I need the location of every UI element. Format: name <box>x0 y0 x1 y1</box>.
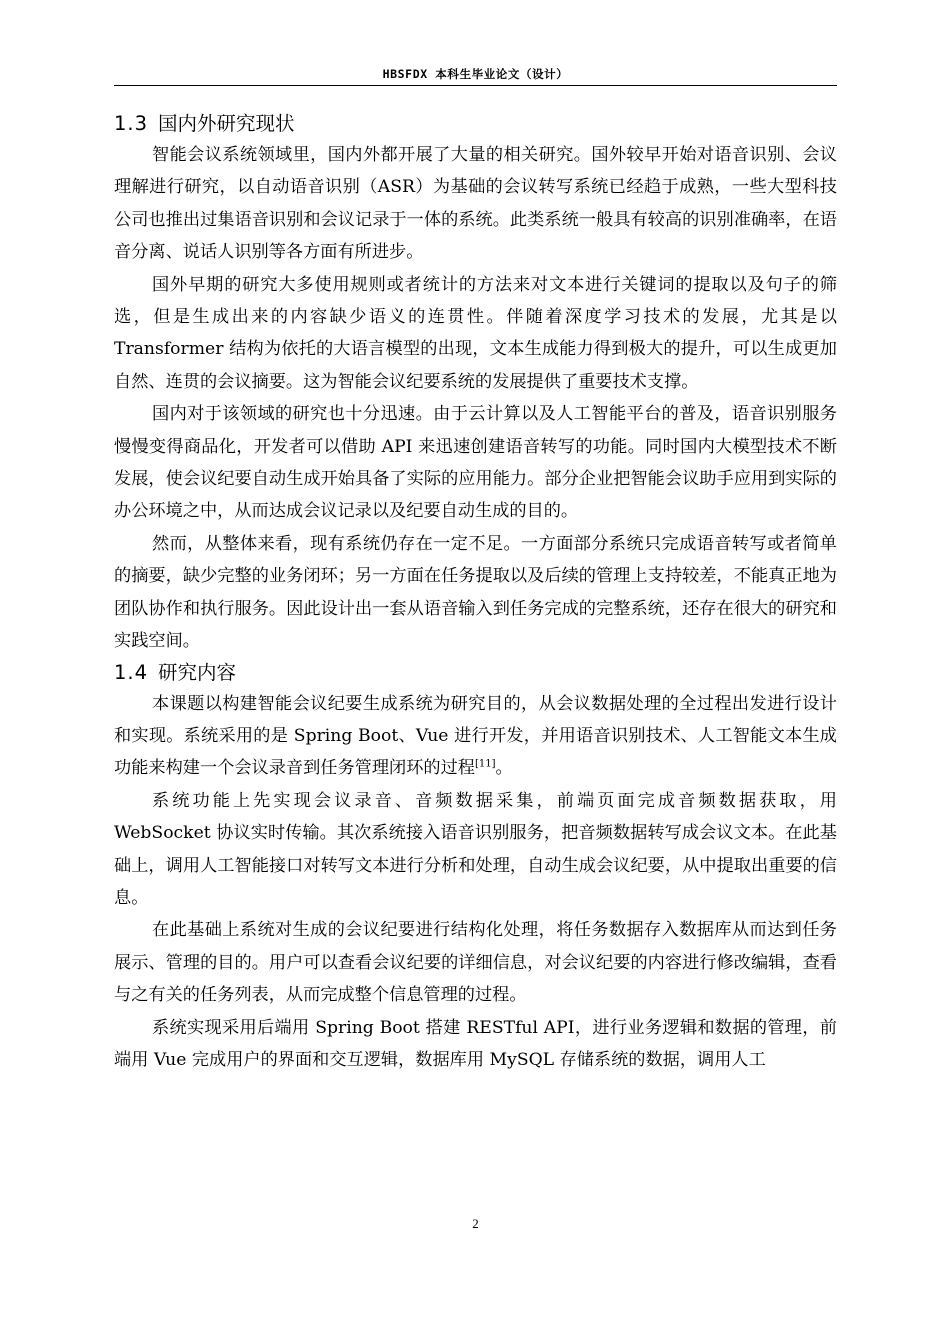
page-number: 2 <box>472 1216 479 1231</box>
paragraph: 然而，从整体来看，现有系统仍存在一定不足。一方面部分系统只完成语音转写或者简单的摘要，缺少完整的业务闭环；另一方面在任务提取以及后续的管理上支持较差，不能真正地为团队协作和执行服务。因此设计出一套从语音输入到任务完成的完整系统，还存在很大的研究和实践空间。 <box>114 533 837 652</box>
paragraph-end: 。 <box>495 758 513 779</box>
paragraph: 智能会议系统领域里，国内外都开展了大量的相关研究。国外较早开始对语音识别、会议理解进行研究，以自动语音识别（ASR）为基础的会议转写系统已经趋于成熟，一些大型科技公司也推出过集语音识别和会议记录于一体的系统。此类系统一般具有较高的识别准确率，在语音分离、说话人识别等各方面有所进步。 <box>114 145 837 263</box>
paragraph: 系统实现采用后端用 Spring Boot 搭建 RESTful API，进行业务逻辑和数据的管理，前端用 Vue 完成用户的界面和交互逻辑，数据库用 MySQL 存储系统的数据，调用人工 <box>114 1017 837 1070</box>
running-header: HBSFDX 本科生毕业论文（设计） <box>382 67 569 81</box>
page-body <box>114 109 837 1076</box>
section-number: 1.4 <box>114 660 149 684</box>
citation-reference[interactable]: [11] <box>474 758 496 770</box>
header-rule <box>114 85 837 86</box>
section-heading-1-3 <box>114 109 837 139</box>
section-title: 研究内容 <box>158 660 237 684</box>
section-heading-1-4 <box>114 658 837 688</box>
section-number: 1.3 <box>114 112 149 135</box>
paragraph: 国内对于该领域的研究也十分迅速。由于云计算以及人工智能平台的普及，语音识别服务慢慢变得商品化，开发者可以借助 API 来迅速创建语音转写的功能。同时国内大模型技术不断发展，使会议纪要自动生成开始具备了实际的应用能力。部分企业把智能会议助手应用到实际的办公环境之中，从而达成会议记录以及纪要自动生成的目的。 <box>114 404 837 522</box>
paragraph-text: 本课题以构建智能会议纪要生成系统为研究目的，从会议数据处理的全过程出发进行设计和实现。系统采用的是 Spring Boot、Vue 进行开发，并用语音识别技术、人工智能文本生成功能来构建一个会议录音到任务管理闭环的过程 <box>114 693 837 779</box>
paragraph: 在此基础上系统对生成的会议纪要进行结构化处理，将任务数据存入数据库从而达到任务展示、管理的目的。用户可以查看会议纪要的详细信息，对会议纪要的内容进行修改编辑，查看与之有关的任务列表，从而完成整个信息管理的过程。 <box>114 920 837 1006</box>
paragraph: 国外早期的研究大多使用规则或者统计的方法来对文本进行关键词的提取以及句子的筛选，但是生成出来的内容缺少语义的连贯性。伴随着深度学习技术的发展，尤其是以 Transformer 结构为依托的大语言模型的出现，文本生成能力得到极大的提升，可以生成更加自然、连贯的会议摘要。这为智能会议纪要系统的发展提供了重要技术支撑。 <box>114 274 837 392</box>
paragraph: 系统功能上先实现会议录音、音频数据采集，前端页面完成音频数据获取，用 WebSocket 协议实时传输。其次系统接入语音识别服务，把音频数据转写成会议文本。在此基础上，调用人工智能接口对转写文本进行分析和处理，自动生成会议纪要，从中提取出重要的信息。 <box>114 790 837 908</box>
section-title: 国内外研究现状 <box>158 112 295 135</box>
paragraph <box>114 688 837 785</box>
